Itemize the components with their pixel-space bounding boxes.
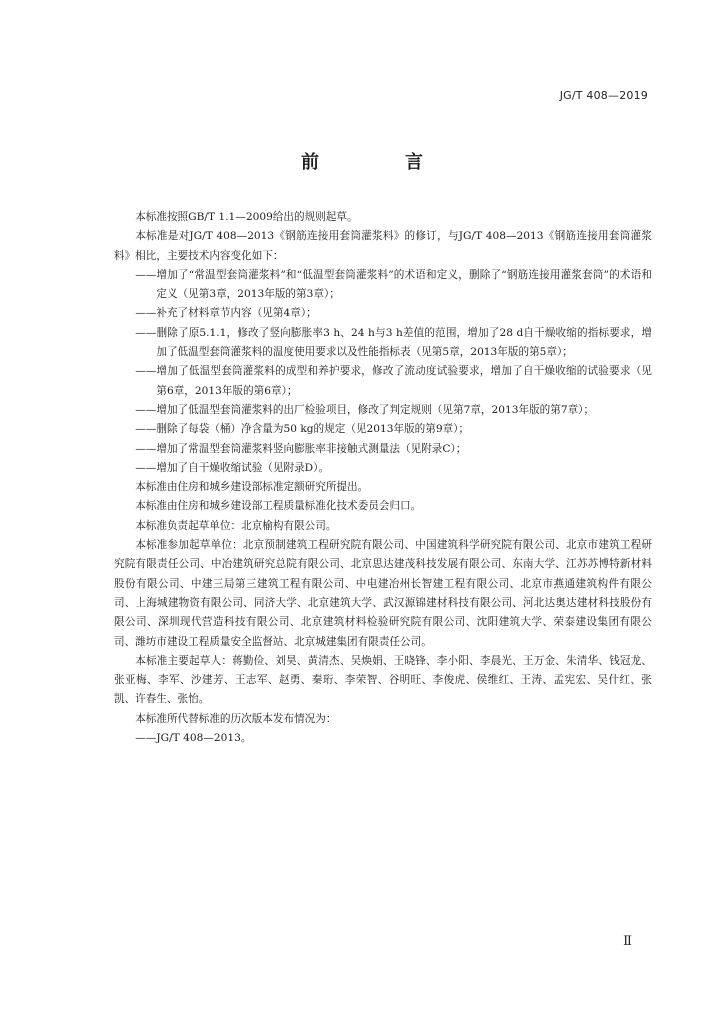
paragraph-revision-summary: 本标准是对JG/T 408—2013《钢筋连接用套筒灌浆料》的修订，与JG/T 408—2013《钢筋连接用套筒灌浆料》相比，主要技术内容变化如下： <box>114 230 652 262</box>
change-item: ——补充了材料章节内容（见第4章）； <box>135 307 317 320</box>
change-item: ——增加了“常温型套筒灌浆料”和“低温型套筒灌浆料”的术语和定义，删除了“钢筋连接用灌浆套筒”的术语和定义（见第3章，2013年版的第3章）； <box>135 268 652 301</box>
paragraph-main-drafters: 本标准主要起草人：蒋勤俭、刘昊、黄清杰、吴焕娟、王晓锋、李小阳、李晨光、王万金、朱清华、钱冠龙、张亚梅、李军、沙建芳、王志军、赵勇、秦珩、李荣智、谷明旺、李俊虎、侯维红、王涛、孟宪宏、吴什红、张凯、许春生、张怡。 <box>114 654 652 706</box>
change-item: ——增加了低温型套筒灌浆料的出厂检验项目，修改了判定规则（见第7章，2013年版的第7章）； <box>135 403 595 416</box>
page-number: Ⅱ <box>623 934 632 949</box>
page-title: 前 言 <box>301 152 457 173</box>
change-item: ——增加了自干燥收缩试验（见附录D）。 <box>135 461 330 474</box>
paragraph-lead-drafter: 本标准负责起草单位：北京榆构有限公司。 <box>135 519 337 532</box>
paragraph-administrator: 本标准由住房和城乡建设部工程质量标准化技术委员会归口。 <box>135 500 422 513</box>
standard-number: JG/T 408—2019 <box>559 89 648 102</box>
change-item: ——增加了常温型套筒灌浆料竖向膨胀率非接触式测量法（见附录C）； <box>135 442 467 455</box>
change-item: ——增加了低温型套筒灌浆料的成型和养护要求，修改了流动度试验要求，增加了自干燥收缩的试验要求（见第6章，2013年版的第6章）； <box>135 365 652 397</box>
change-item: ——删除了原5.1.1，修改了竖向膨胀率3 h、24 h与3 h差值的范围，增加了28 d自干燥收缩的指标要求，增加了低温型套筒灌浆料的温度使用要求以及性能指标表（见第5章，2013年版的第5章）； <box>135 326 652 359</box>
paragraph-participating-units: 本标准参加起草单位：北京预制建筑工程研究院有限公司、中国建筑科学研究院有限公司、北京市建筑工程研究院有限责任公司、中冶建筑研究总院有限公司、北京思达建茂科技发展有限公司、东南大学、江苏苏博特新材料股份有限公司、中建三局第三建筑工程有限公司、中电建冶州长智建工程有限公司、北京市燕通建筑构件有限公司、上海城建物资有限公司、同济大学、北京建筑大学、武汉源锦建材科技有限公司、河北达奥达建材科技股份有限公司、深圳现代营造科技有限公司、北京建筑材料检验研究院有限公司、沈阳建筑大学、荣泰建设集团有限公司、潍坊市建设工程质量安全监督站、北京城建集团有限责任公司。 <box>114 539 652 648</box>
history-item: ——JG/T 408—2013。 <box>135 732 252 745</box>
foreword-body <box>114 208 652 748</box>
paragraph-proposer: 本标准由住房和城乡建设部标准定额研究所提出。 <box>135 481 369 494</box>
paragraph-history-intro: 本标准所代替标准的历次版本发布情况为： <box>135 712 337 725</box>
change-item: ——删除了每袋（桶）净含量为50 kg的规定（见2013年版的第9章）； <box>135 423 470 436</box>
paragraph-drafting-rules: 本标准按照GB/T 1.1—2009给出的规则起草。 <box>135 211 358 223</box>
